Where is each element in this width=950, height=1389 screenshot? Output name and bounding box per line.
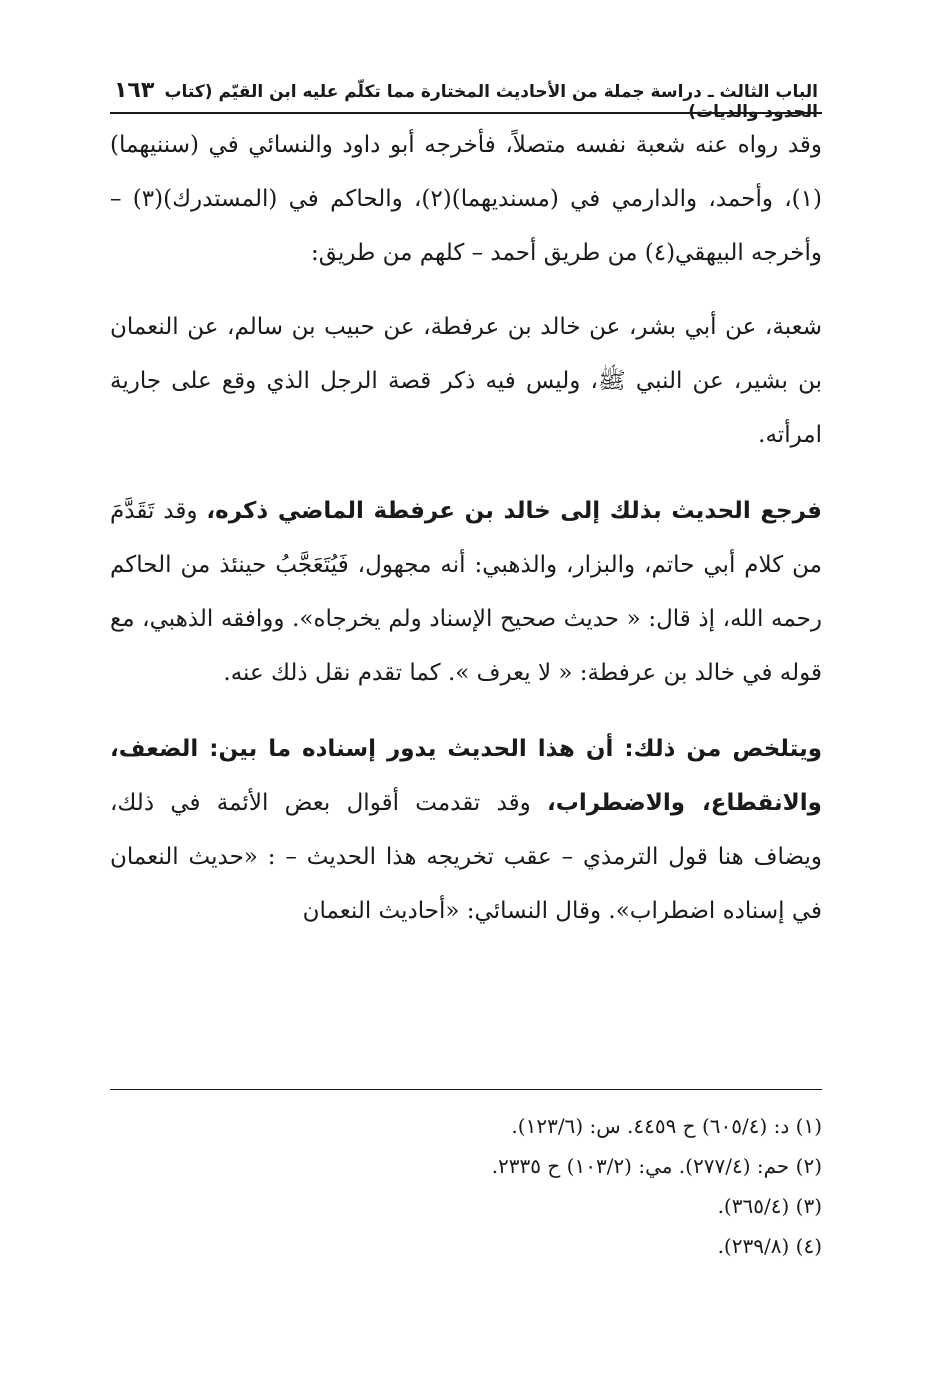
- paragraph-4-bold: ويتلخص من ذلك: أن هذا الحديث يدور إسناده ما بين: الضعف، والانقطاع، والاضطراب،: [110, 736, 822, 816]
- footnote-2: (٢) حم: (٢٧٧/٤). مي: (١٠٣/٢) ح ٢٣٣٥.: [491, 1154, 822, 1178]
- paragraph-3-bold: فرجع الحديث بذلك إلى خالد بن عرفطة الماضي ذكره،: [206, 498, 822, 524]
- paragraph-3: [110, 484, 822, 700]
- page: [110, 78, 822, 938]
- paragraph-4-text: وقد تقدمت أقوال بعض الأئمة في ذلك، ويضاف هنا قول الترمذي – عقب تخريجه هذا الحديث – : «حديث النعمان في إسناده اضطراب». وقال النسائي: «أحاديث النعمان: [110, 790, 822, 924]
- paragraph-4: [110, 722, 822, 938]
- footnote-1: (١) د: (٦٠٥/٤) ح ٤٤٥٩. س: (١٢٣/٦).: [511, 1114, 822, 1138]
- paragraph-1: وقد رواه عنه شعبة نفسه متصلاً، فأخرجه أبو داود والنسائي في (سننيهما)(١)، وأحمد، والدارمي في (مسنديهما)(٢)، والحاكم في (المستدرك)(٣) – وأخرجه البيهقي(٤) من طريق أحمد – كلهم من طريق:: [110, 132, 822, 266]
- footnote-3: (٣) (٣٦٥/٤).: [717, 1194, 822, 1218]
- paragraph-2: شعبة، عن أبي بشر، عن خالد بن عرفطة، عن حبيب بن سالم، عن النعمان بن بشير، عن النبي ﷺ، وليس فيه ذكر قصة الرجل الذي وقع على جارية امرأته.: [110, 314, 822, 448]
- footnote-4: (٤) (٢٣٩/٨).: [717, 1234, 822, 1258]
- footnote-divider: [110, 1089, 822, 1090]
- header-title: الباب الثالث ـ دراسة جملة من الأحاديث المختارة مما تكلّم عليه ابن القيّم (كتاب الحدود والديات): [164, 82, 818, 122]
- running-header: [110, 78, 822, 122]
- footnotes: [110, 1106, 822, 1266]
- page-number: ١٦٣: [114, 78, 155, 103]
- paragraph-3-text: وقد تَقَدَّمَ من كلام أبي حاتم، والبزار، والذهبي: أنه مجهول، فَيُتَعَجَّبُ حينئذ من الحاكم رحمه الله، إذ قال: « حديث صحيح الإسناد ولم يخرجاه». ووافقه الذهبي، مع قوله في خالد بن عرفطة: « لا يعرف ». كما تقدم نقل ذلك عنه.: [110, 498, 822, 686]
